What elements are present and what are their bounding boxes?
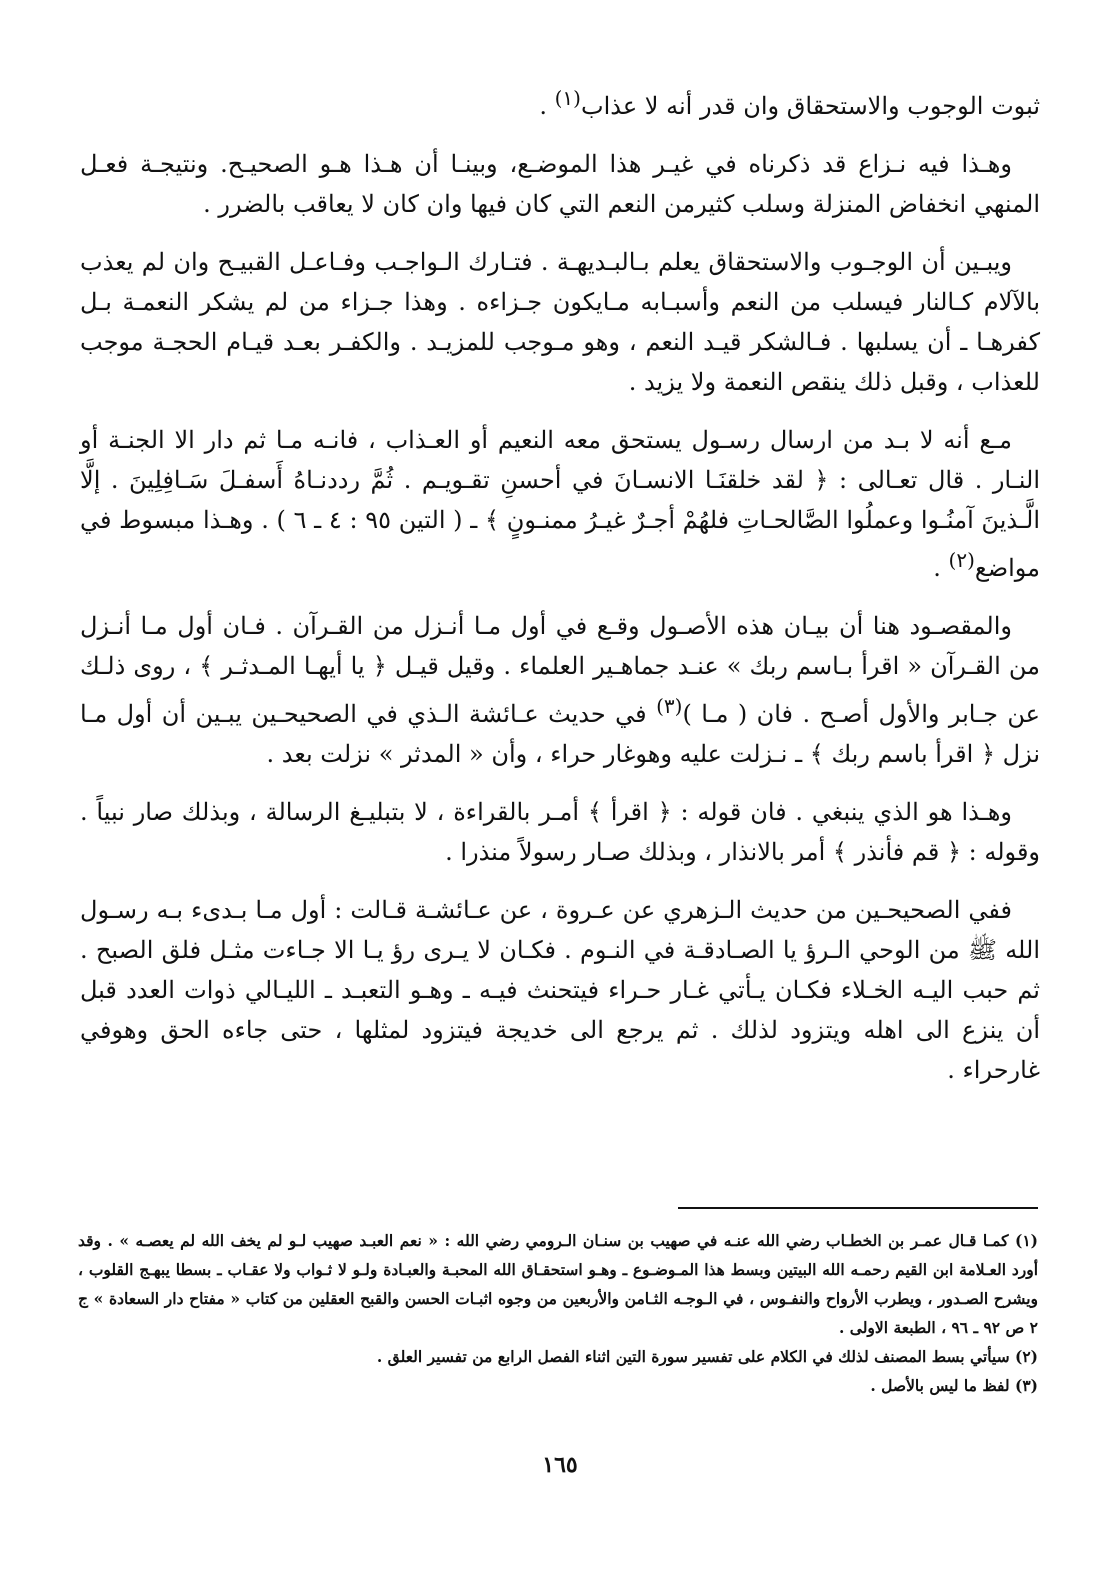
paragraph-7: ففي الصحيحـين من حديث الـزهري عن عـروة ، عن عـائشـة قـالت : أول مـا بـدىء بـه رسـول الله ﷺ من الوحي الـرؤ يا الصـادقـة في النـوم . فكـان لا يـرى رؤ يـا الا جـاءت مثـل فلق الصبح . ثم حبب اليـه الخـلاء فكـان يـأتي غـار حـراء فيتحنث فيـه ـ وهـو التعبـد ـ الليـالي ذوات العدد قبل أن ينزع الى اهله ويتزود لذلك . ثم يرجع الى خديجة فيتزود لمثلها ، حتى جاءه الحق وهوفي غارحراء . — [80, 896, 1040, 1084]
paragraph-2: وهـذا فيه نـزاع قد ذكرناه في غيـر هذا الموضـع، وبينـا أن هـذا هـو الصحيـح. ونتيجـة فعـل المنهي انخفاض المنزلة وسلب كثيرمن النعم التي كان فيها وان كان لا يعاقب بالضرر . — [80, 150, 1040, 218]
footnote-1: (١) كمـا قـال عمـر بن الخطـاب رضي الله عنـه في صهيب بن سنـان الـرومي رضي الله : « نعم العبـد صهيب لـو لم يخف الله لم يعصـه » . وقد أورد العـلامة ابن القيم رحمـه الله البيتين وبسط هذا المـوضـوع ـ وهـو استحقـاق الله المحبـة والعبـادة ولـو لا ثـواب ولا عقـاب ـ بسطا يبهـج القلوب ، ويشرح الصـدور ، ويطرب الأرواح والنفـوس ، في الـوجـه الثـامن والأربعين من وجوه اثبـات الحسن والقبح العقلين من كتاب « مفتاح دار السعادة » ج ٢ ص ٩٢ ـ ٩٦ ، الطبعة الاولى . — [78, 1231, 1038, 1337]
footnotes — [78, 1226, 1038, 1400]
page-number: ١٦٥ — [542, 1452, 578, 1478]
paragraph-5: والمقصـود هنا أن بيـان هذه الأصـول وقـع في أول مـا أنـزل من القـرآن . فـان أول مـا أنـزل من القـرآن « اقرأ بـاسم ربك » عنـد جماهـير العلماء . وقيل قيـل ﴿ يا أيهـا المـدثـر ﴾ ، روى ذلـك عن جـابر والأول أصـح . فان ( مـا )$^{(٣)}$ في حديث عـائشة الـذي في الصحيحـين يبـين أن أول مـا نزل ﴿ اقرأ باسم ربك ﴾ ـ نـزلت عليه وهوغار حراء ، وأن « المدثر » نزلت بعد . — [80, 612, 1040, 768]
footnote-divider — [678, 1207, 1038, 1209]
paragraph-4: مـع أنه لا بـد من ارسال رسـول يستحق معه النعيم أو العـذاب ، فانـه مـا ثم دار الا الجنـة أو النـار . قال تعـالى : ﴿ لقد خلقنَـا الانسـانَ في أحسنِ تقـويـم . ثُمَّ رددنـاهُ أَسفـلَ سَـافِلِينَ . إلَّا الَّـذينَ آمنُـوا وعملُوا الصَّالحـاتِ فلهُمْ أجـرٌ غيـرُ ممنـونٍ ﴾ ـ ( التين ٩٥ : ٤ ـ ٦ ) . وهـذا مبسوط في مواضع$^{(٢)}$ . — [80, 426, 1040, 582]
paragraph-3: ويبـين أن الوجـوب والاستحقاق يعلم بـالبـديهـة . فتـارك الـواجـب وفـاعـل القبيـح وان لم يعذب بالآلام كـالنار فيسلب من النعم وأسبـابه مـايكون جـزاءه . وهذا جـزاء من لم يشكر النعمـة بـل كفرهـا ـ أن يسلبها . فـالشكر قيـد النعم ، وهو مـوجب للمزيـد . والكفـر بعـد قيـام الحجـة موجب للعذاب ، وقبل ذلك ينقص النعمة ولا يزيد . — [80, 248, 1040, 396]
footnote-2: (٢) سيأتي بسط المصنف لذلك في الكلام على تفسير سورة التين اثناء الفصل الرابع من تفسير العلق . — [376, 1347, 1038, 1366]
paragraph-1: ثبوت الوجوب والاستحقاق وان قدر أنه لا عذاب$^{(١)}$ . — [539, 86, 1040, 120]
body-text — [80, 78, 1040, 1090]
paragraph-6: وهـذا هو الذي ينبغي . فان قوله : ﴿ اقرأ ﴾ أمـر بالقراءة ، لا بتبليـغ الرسالة ، وبذلك صار نبياً . وقوله : ﴿ قم فأنذر ﴾ أمر بالانذار ، وبذلك صـار رسولاً منذرا . — [80, 798, 1040, 866]
footnote-3: (٣) لفظ ما ليس بالأصل . — [870, 1376, 1038, 1395]
